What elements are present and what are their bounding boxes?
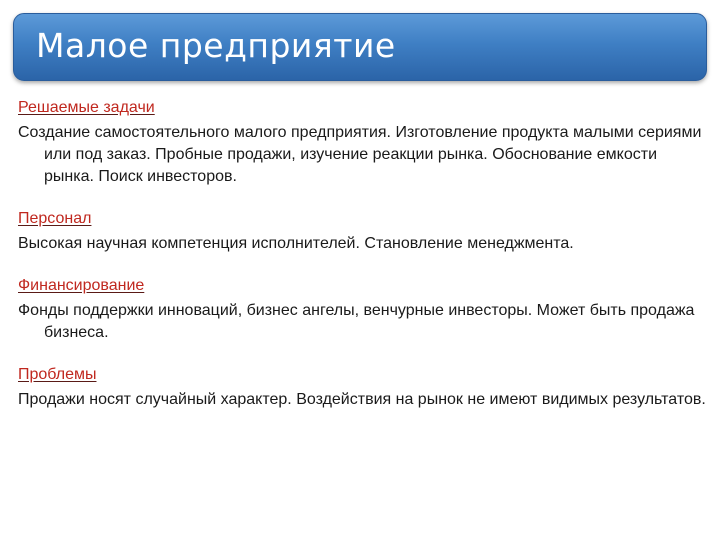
section-heading: Проблемы (18, 366, 97, 383)
section-text: Фонды поддержки инноваций, бизнес ангелы, венчурные инвесторы. Может быть продажа бизнеса. (18, 302, 695, 341)
page-title: Малое предприятие (36, 26, 396, 65)
section-personnel (18, 208, 708, 255)
content-area (18, 97, 708, 431)
section-text: Продажи носят случайный характер. Воздействия на рынок не имеют видимых результатов. (18, 391, 706, 408)
section-tasks (18, 97, 708, 188)
section-financing (18, 275, 708, 344)
section-heading: Финансирование (18, 277, 145, 294)
section-problems (18, 364, 708, 411)
section-text: Высокая научная компетенция исполнителей. Становление менеджмента. (18, 235, 574, 252)
section-text: Создание самостоятельного малого предприятия. Изготовление продукта малыми сериями или под заказ. Пробные продажи, изучение реакции рынка. Обоснование емкости рынка. Поиск инвесторов. (18, 124, 702, 185)
title-banner (13, 13, 707, 81)
section-heading: Персонал (18, 210, 92, 227)
section-heading: Решаемые задачи (18, 99, 155, 116)
